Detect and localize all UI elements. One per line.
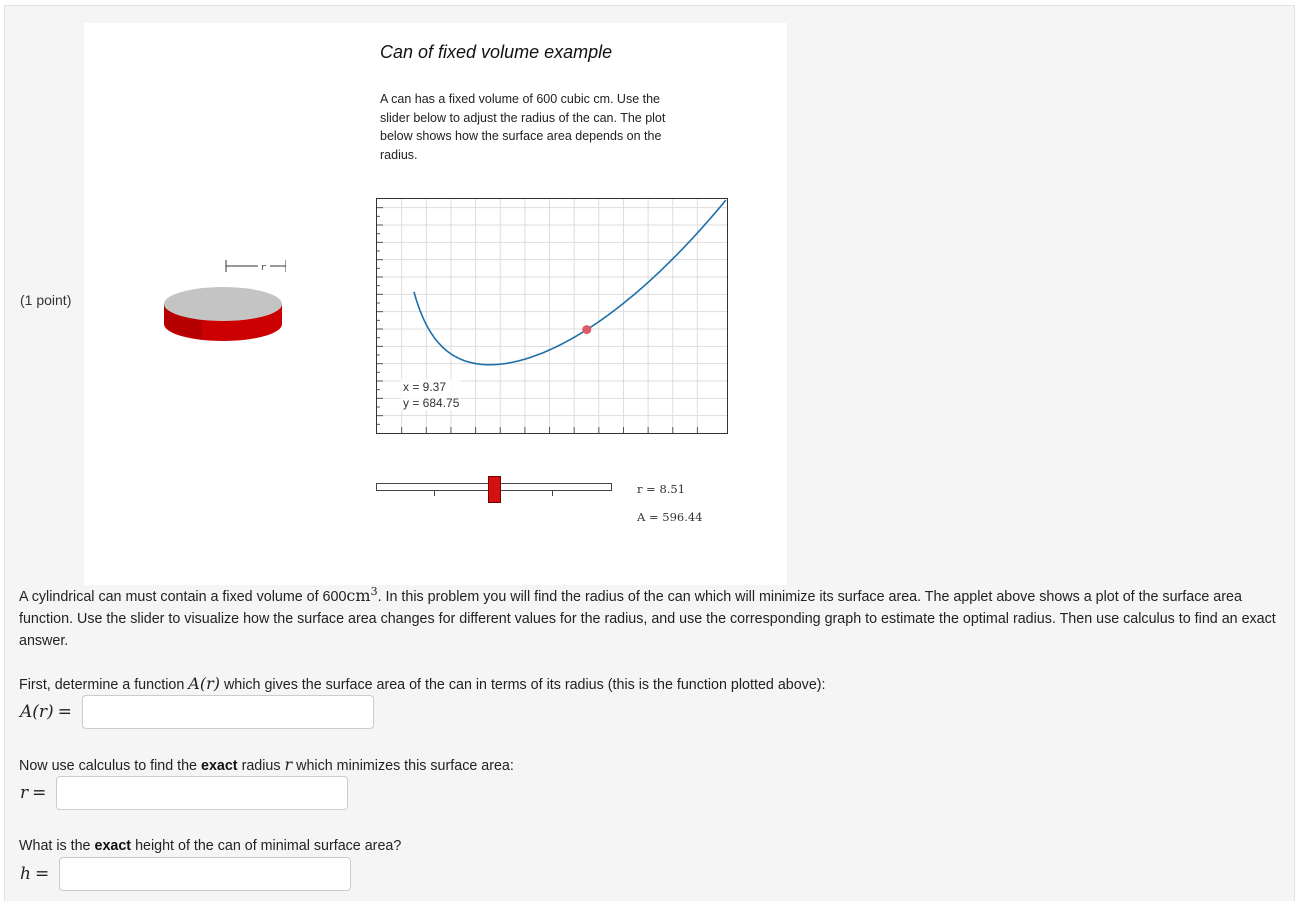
part1-answer-row [20, 695, 374, 729]
can-radius-label: r [261, 263, 266, 273]
radius-dimension-icon [226, 260, 286, 272]
radius-value: r = 8.51 [637, 482, 686, 496]
slider-tick [552, 491, 553, 496]
area-answer-input[interactable] [82, 695, 374, 729]
part1-math: A(r) [188, 674, 220, 693]
part2-math: r [284, 755, 293, 774]
part3-text-rest: height of the can of minimal surface area? [135, 838, 402, 854]
intro-text-rest: . In this problem you will find the radius of the can which will minimize its surface area. The applet above shows a plot of the surface area function. Use the slider to visualize how the surface area changes for different values for the radius, and use the corresponding graph to estimate the optimal radius. Then use calculus to find an exact answer. [19, 588, 1276, 649]
slider-tick [434, 491, 435, 496]
part3-bold: exact [94, 838, 132, 854]
can-illustration [162, 256, 286, 366]
part2-answer-row [20, 776, 348, 810]
height-label: h = [20, 864, 50, 884]
part2-text-mid: radius [241, 758, 281, 774]
problem-panel [4, 5, 1295, 901]
intro-exponent: 3 [370, 585, 378, 598]
readout-x: x = 9.37 [403, 380, 447, 394]
radius-label: r = [20, 783, 47, 803]
part3-text: What is the [19, 838, 91, 854]
part1-prompt [19, 673, 1289, 696]
area-label: A(r) = [20, 702, 72, 722]
intro-text: A cylindrical can must contain a fixed volume of 600 [19, 588, 347, 605]
part2-bold: exact [201, 758, 238, 774]
radius-answer-input[interactable] [56, 776, 348, 810]
current-radius-point [582, 325, 591, 334]
plot-readout [401, 379, 461, 411]
problem-intro [19, 581, 1289, 652]
can-top [164, 287, 282, 321]
applet-title: Can of fixed volume example [380, 42, 613, 62]
radius-slider[interactable] [376, 476, 612, 504]
part3-answer-row [20, 857, 351, 891]
area-value: A = 596.44 [637, 510, 703, 524]
part1-text-rest: which gives the surface area of the can in terms of its radius (this is the function plotted above): [223, 677, 826, 693]
part2-text-rest: which minimizes this surface area: [296, 758, 514, 774]
readout-y: y = 684.75 [403, 396, 460, 410]
applet-description: A can has a fixed volume of 600 cubic cm. Use the slider below to adjust the radius of the can. The plot below shows how the surface area depends on the radius. [380, 92, 666, 162]
part2-prompt [19, 754, 1289, 777]
part3-prompt [19, 835, 1289, 857]
part1-text: First, determine a function [19, 677, 185, 693]
point-value: (1 point) [20, 292, 72, 308]
part2-text: Now use calculus to find the [19, 758, 198, 774]
slider-thumb[interactable] [488, 476, 501, 503]
surface-area-plot [376, 198, 728, 434]
height-answer-input[interactable] [59, 857, 351, 891]
intro-unit: cm [346, 585, 371, 605]
applet-frame [84, 23, 787, 585]
